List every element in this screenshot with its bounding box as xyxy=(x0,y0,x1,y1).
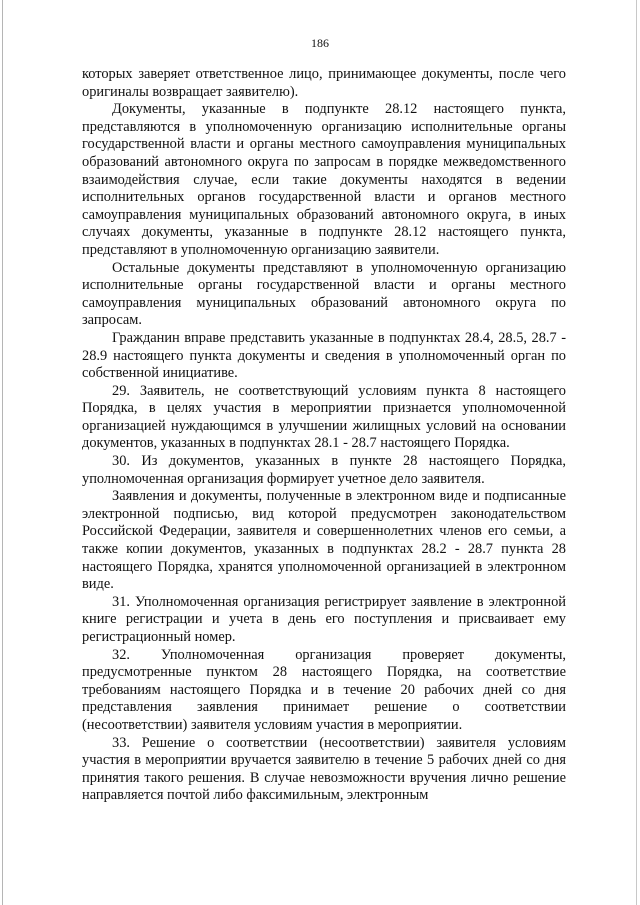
document-body xyxy=(82,66,566,805)
paragraph: Остальные документы представляют в уполномоченную организацию исполнительные органы государственной власти и органы местного самоуправления муниципальных образований автономного округа по запросам. xyxy=(82,259,566,329)
paragraph: которых заверяет ответственное лицо, принимающее документы, после чего оригиналы возвращает заявителю). xyxy=(82,66,566,100)
paragraph-item-33: 33. Решение о соответствии (несоответствии) заявителя условиям участия в мероприятии вручается заявителю в течение 5 рабочих дней со дня принятия такого решения. В случае невозможности вручения лично решение направляется почтой либо факсимильным, электронным xyxy=(82,734,566,804)
page-number: 186 xyxy=(311,36,329,50)
paragraph: Документы, указанные в подпункте 28.12 настоящего пункта, представляются в уполномоченную организацию исполнительные органы государственной власти и органы местного самоуправления муниципальных образований автономного округа по запросам в порядке межведомственного взаимодействия случае, если такие документы находятся в ведении исполнительных органов государственной власти и органов местного самоуправления муниципальных образований автономного округа, в иных случаях документы, указанные в подпункте 28.12 настоящего пункта, представляют в уполномоченную организацию заявители. xyxy=(82,101,566,258)
scan-edge-right xyxy=(636,0,637,905)
paragraph-item-32: 32. Уполномоченная организация проверяет документы, предусмотренные пунктом 28 настоящего Порядка, на соответствие требованиям настоящего Порядка и в течение 20 рабочих дней со дня представления заявления принимает решение о соответствии (несоответствии) заявителя условиям участия в мероприятии. xyxy=(82,646,566,733)
paragraph-item-30: 30. Из документов, указанных в пункте 28 настоящего Порядка, уполномоченная организация формирует учетное дело заявителя. xyxy=(82,453,566,487)
paragraph-item-31: 31. Уполномоченная организация регистрирует заявление в электронной книге регистрации и учета в день его поступления и присваивает ему регистрационный номер. xyxy=(82,593,566,645)
paragraph: Заявления и документы, полученные в электронном виде и подписанные электронной подписью, вид которой предусмотрен законодательством Российской Федерации, заявителя и совершеннолетних членов его семьи, а также копии документов, указанных в подпунктах 28.2 - 28.7 пункта 28 настоящего Порядка, хранятся уполномоченной организацией в электронном виде. xyxy=(82,488,566,593)
scan-edge-left xyxy=(2,0,3,905)
paragraph-item-29: 29. Заявитель, не соответствующий условиям пункта 8 настоящего Порядка, в целях участия в мероприятии признается уполномоченной организацией нуждающимся в улучшении жилищных условий на основании документов, указанных в подпунктах 28.1 - 28.7 настоящего Порядка. xyxy=(82,382,566,452)
paragraph: Гражданин вправе представить указанные в подпунктах 28.4, 28.5, 28.7 - 28.9 настоящего пункта документы и сведения в уполномоченный орган по собственной инициативе. xyxy=(82,329,566,382)
